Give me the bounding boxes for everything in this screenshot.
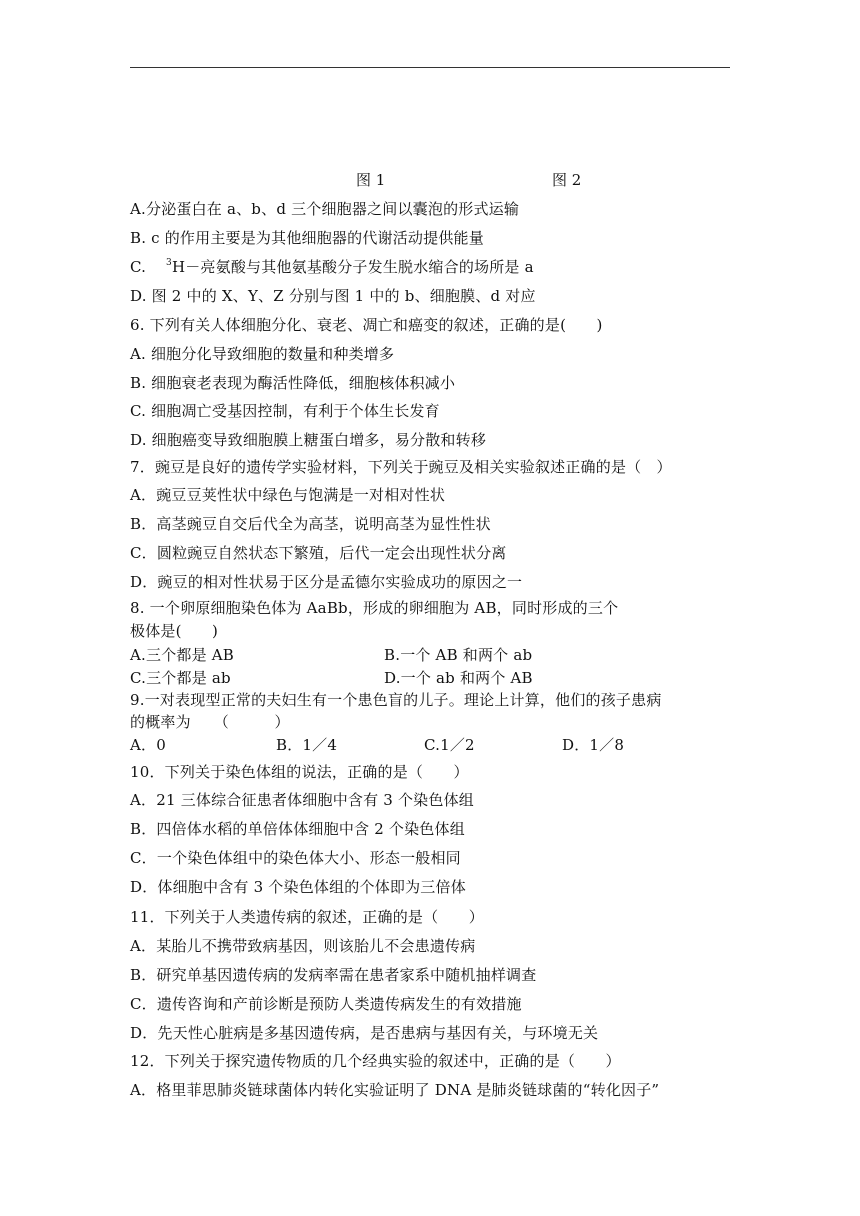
q7-option-d: D．豌豆的相对性状易于区分是孟德尔实验成功的原因之一: [130, 573, 523, 591]
q7-stem: 7．豌豆是良好的遗传学实验材料，下列关于豌豆及相关实验叙述正确的是（ ）: [130, 458, 672, 476]
q5-option-b: B. c 的作用主要是为其他细胞器的代谢活动提供能量: [130, 229, 484, 247]
q8-options-row1: [130, 645, 533, 665]
q8-option-d: D.一个 ab 和两个 AB: [384, 669, 533, 687]
q9-option-b: B．1／4: [276, 736, 338, 754]
q9-stem-line2: 的概率为 （ ）: [130, 713, 290, 731]
q8-stem-line1: 8. 一个卵原细胞染色体为 AaBb，形成的卵细胞为 AB，同时形成的三个: [130, 599, 619, 617]
q6-stem: 6. 下列有关人体细胞分化、衰老、凋亡和癌变的叙述，正确的是( ): [130, 316, 603, 334]
q6-option-a: A. 细胞分化导致细胞的数量和种类增多: [130, 345, 395, 363]
q6-option-d: D. 细胞癌变导致细胞膜上糖蛋白增多，易分散和转移: [130, 431, 487, 449]
q10-option-d: D．体细胞中含有 3 个染色体组的个体即为三倍体: [130, 878, 466, 896]
q9-option-c: C.1／2: [424, 736, 475, 754]
q5-option-d: D. 图 2 中的 X、Y、Z 分别与图 1 中的 b、细胞膜、d 对应: [130, 287, 536, 305]
q7-option-b: B．高茎豌豆自交后代全为高茎，说明高茎为显性性状: [130, 515, 491, 533]
q10-stem: 10．下列关于染色体组的说法，正确的是（ ）: [130, 763, 469, 781]
q10-option-c: C．一个染色体组中的染色体大小、形态一般相同: [130, 849, 461, 867]
figure-2-caption: 图 2: [552, 171, 582, 189]
q7-option-a: A．豌豆豆荚性状中绿色与饱满是一对相对性状: [130, 486, 446, 504]
q9-options-row: [130, 735, 625, 755]
q12-option-a: A．格里菲思肺炎链球菌体内转化实验证明了 DNA 是肺炎链球菌的“转化因子”: [130, 1081, 660, 1099]
q6-option-c: C. 细胞凋亡受基因控制，有利于个体生长发育: [130, 402, 440, 420]
q9-option-a: A．0: [130, 736, 166, 754]
q5-option-c: [130, 257, 534, 277]
q8-option-a: A.三个都是 AB: [130, 646, 235, 664]
q8-options-row2: [130, 668, 533, 688]
q10-option-a: A．21 三体综合征患者体细胞中含有 3 个染色体组: [130, 791, 474, 809]
q9-stem-line1: 9.一对表现型正常的夫妇生有一个患色盲的儿子。理论上计算，他们的孩子患病: [130, 691, 662, 709]
q6-option-b: B. 细胞衰老表现为酶活性降低，细胞核体积减小: [130, 374, 456, 392]
q5-option-a: A.分泌蛋白在 a、b、d 三个细胞器之间以囊泡的形式运输: [130, 200, 520, 218]
figure-1-caption: 图 1: [356, 171, 386, 189]
q11-option-a: A．某胎儿不携带致病基因，则该胎儿不会患遗传病: [130, 937, 476, 955]
q11-option-c: C．遗传咨询和产前诊断是预防人类遗传病发生的有效措施: [130, 995, 522, 1013]
q9-option-d: D．1／8: [562, 736, 625, 754]
q5-option-c-text: H－亮氨酸与其他氨基酸分子发生脱水缩合的场所是 a: [171, 258, 534, 276]
q8-stem-line2: 极体是( ): [130, 622, 219, 640]
q5-option-c-prefix: C.: [130, 258, 147, 276]
header-rule: [130, 67, 730, 68]
q8-option-c: C.三个都是 ab: [130, 669, 231, 687]
q5-option-c-superscript: 3: [166, 258, 172, 268]
q8-option-b: B.一个 AB 和两个 ab: [384, 646, 533, 664]
q12-stem: 12．下列关于探究遗传物质的几个经典实验的叙述中，正确的是（ ）: [130, 1052, 621, 1070]
q7-option-c: C．圆粒豌豆自然状态下繁殖，后代一定会出现性状分离: [130, 544, 507, 562]
q11-stem: 11．下列关于人类遗传病的叙述，正确的是（ ）: [130, 908, 484, 926]
q10-option-b: B．四倍体水稻的单倍体体细胞中含 2 个染色体组: [130, 820, 465, 838]
q11-option-b: B．研究单基因遗传病的发病率需在患者家系中随机抽样调查: [130, 966, 537, 984]
q11-option-d: D．先天性心脏病是多基因遗传病，是否患病与基因有关，与环境无关: [130, 1024, 599, 1042]
